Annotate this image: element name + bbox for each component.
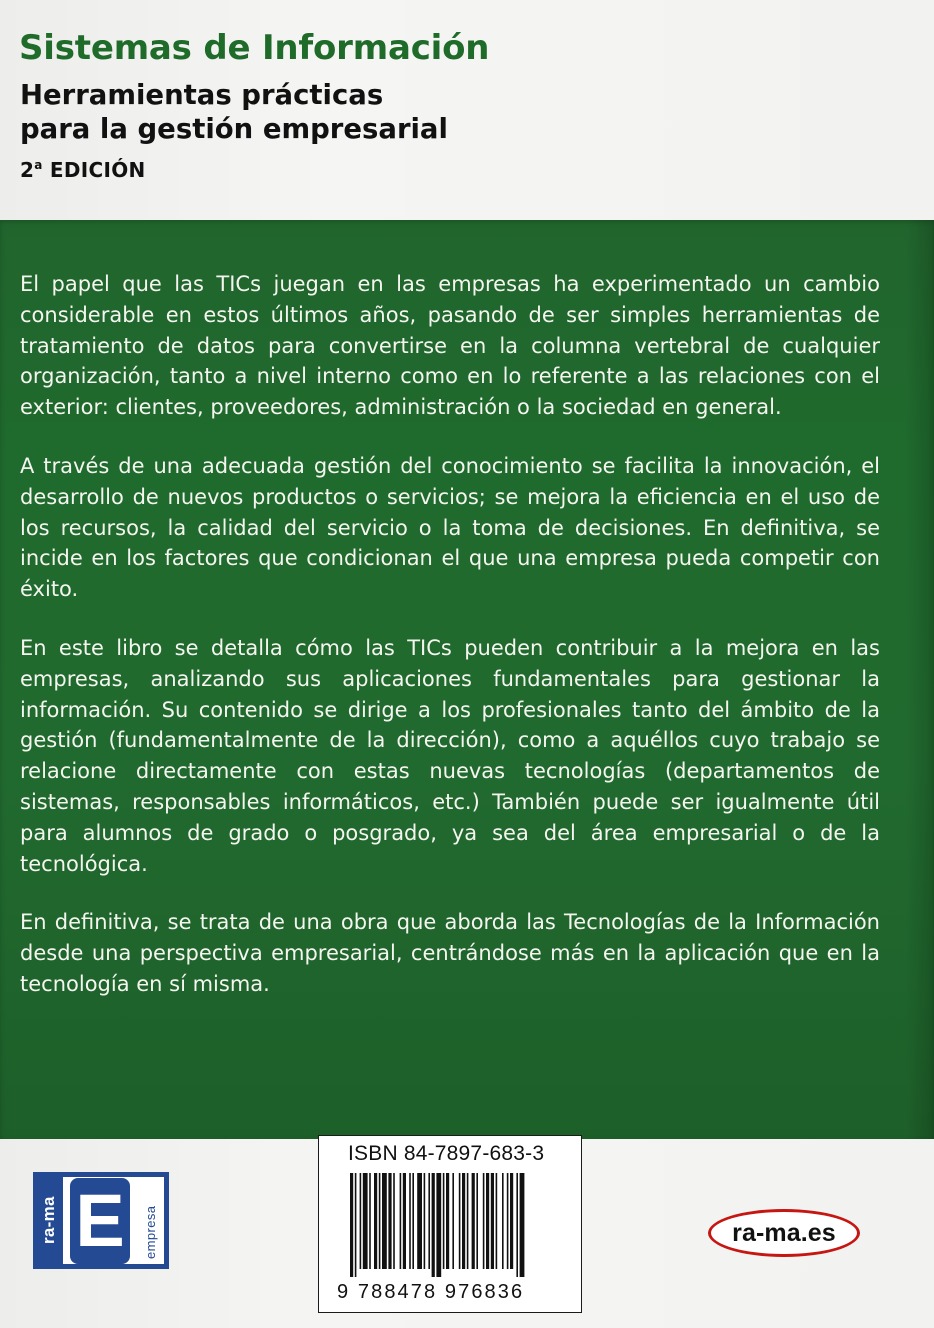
empresa-logo-panel	[63, 1177, 164, 1264]
edition-ordinal: a	[34, 158, 43, 172]
cover-header	[0, 0, 934, 220]
barcode-bar	[462, 1173, 465, 1269]
barcode-bar	[476, 1173, 478, 1269]
book-description	[20, 269, 880, 1000]
barcode-bar	[467, 1173, 469, 1269]
isbn-text: ISBN 84-7897-683-3	[348, 1142, 545, 1165]
barcode-bar	[379, 1173, 381, 1269]
empresa-logo-word: empresa	[143, 1205, 158, 1259]
barcode-bar	[520, 1173, 525, 1277]
barcode-bar	[446, 1173, 449, 1269]
barcode-bar	[516, 1173, 518, 1277]
barcode-bar	[502, 1173, 504, 1269]
book-title: Sistemas de Información	[19, 28, 490, 68]
barcode-bar	[443, 1173, 445, 1269]
barcode-bar	[355, 1173, 357, 1277]
barcode-bar	[417, 1173, 422, 1269]
barcode-bar	[360, 1173, 362, 1269]
barcode-bar	[363, 1173, 368, 1269]
barcode-bar	[374, 1173, 377, 1269]
barcode-bar	[496, 1173, 498, 1269]
barcode-icon	[350, 1173, 554, 1277]
barcode-bar	[436, 1173, 441, 1277]
description-paragraph-1: El papel que las TICs juegan en las empresas ha experimentado un cambio considerable en estos últimos años, pasando de ser simples herramientas de tratamiento de datos para convertirse en la columna vertebral de cualquier organización, tanto a nivel interno como en lo referente a las relaciones con el exterior: clientes, proveedores, administración o la sociedad en general.	[20, 272, 880, 420]
barcode-bar	[483, 1173, 485, 1269]
barcode-bar	[452, 1173, 454, 1269]
barcode-bar	[400, 1173, 402, 1269]
book-subtitle-line-1: Herramientas prácticas	[20, 79, 384, 111]
barcode-bar	[403, 1173, 406, 1269]
empresa-e-icon: E	[70, 1178, 130, 1264]
description-paragraph-3: En este libro se detalla cómo las TICs pueden contribuir a la mejora en las empresas, analizando sus aplicaciones fundamentales para gestionar la información. Su contenido se dirige a los profesionales tanto del ámbito de la gestión (fundamentalmente de la dirección), como a aquéllos cuyo trabajo se relacione directamente con estas nuevas tecnologías (departamentos de sistemas, responsables informáticos, etc.) También puede ser igualmente útil para alumnos de grado o posgrado, ya sea del área empresarial o de la tecnológica.	[20, 635, 880, 876]
barcode-bar	[491, 1173, 494, 1269]
barcode-bar	[507, 1173, 509, 1269]
barcode-bar	[424, 1173, 426, 1269]
edition-number: 2	[20, 158, 35, 182]
book-subtitle-line-2: para la gestión empresarial	[20, 113, 448, 145]
description-paragraph-4: En definitiva, se trata de una obra que aborda las Tecnologías de la Información desde una perspectiva empresarial, centrándose más en la aplicación que en la tecnología en sí misma.	[20, 910, 880, 996]
barcode-bar	[510, 1173, 513, 1269]
barcode-bar	[369, 1173, 371, 1269]
barcode-bar	[382, 1173, 387, 1269]
barcode-bar	[432, 1173, 435, 1277]
ra-ma-logo-strip: ra-ma	[39, 1196, 58, 1245]
barcode-bar	[486, 1173, 489, 1269]
barcode-bar	[350, 1173, 353, 1277]
edition-word: EDICIÓN	[49, 158, 146, 182]
barcode-bar	[412, 1173, 414, 1269]
barcode-number: 9 788478 976836	[337, 1281, 525, 1303]
barcode-bar	[409, 1173, 411, 1269]
ra-ma-empresa-logo	[33, 1172, 169, 1269]
description-paragraph-2: A través de una adecuada gestión del conocimiento se facilita la innovación, el desarrollo de nuevos productos o servicios; se mejora la eficiencia en el uso de los recursos, la calidad del servicio o la toma de decisiones. En definitiva, se incide en los factores que condicionan el que una empresa pueda competir con éxito.	[20, 453, 880, 602]
barcode-bar	[393, 1173, 395, 1269]
book-subtitle	[20, 78, 448, 146]
barcode-bar	[388, 1173, 391, 1269]
website-badge: ra-ma.es	[708, 1209, 860, 1257]
barcode-bar	[472, 1173, 475, 1269]
barcode-bar	[459, 1173, 461, 1269]
isbn-barcode-block	[318, 1135, 582, 1313]
edition-label	[20, 160, 146, 180]
barcode-bar	[428, 1173, 430, 1269]
